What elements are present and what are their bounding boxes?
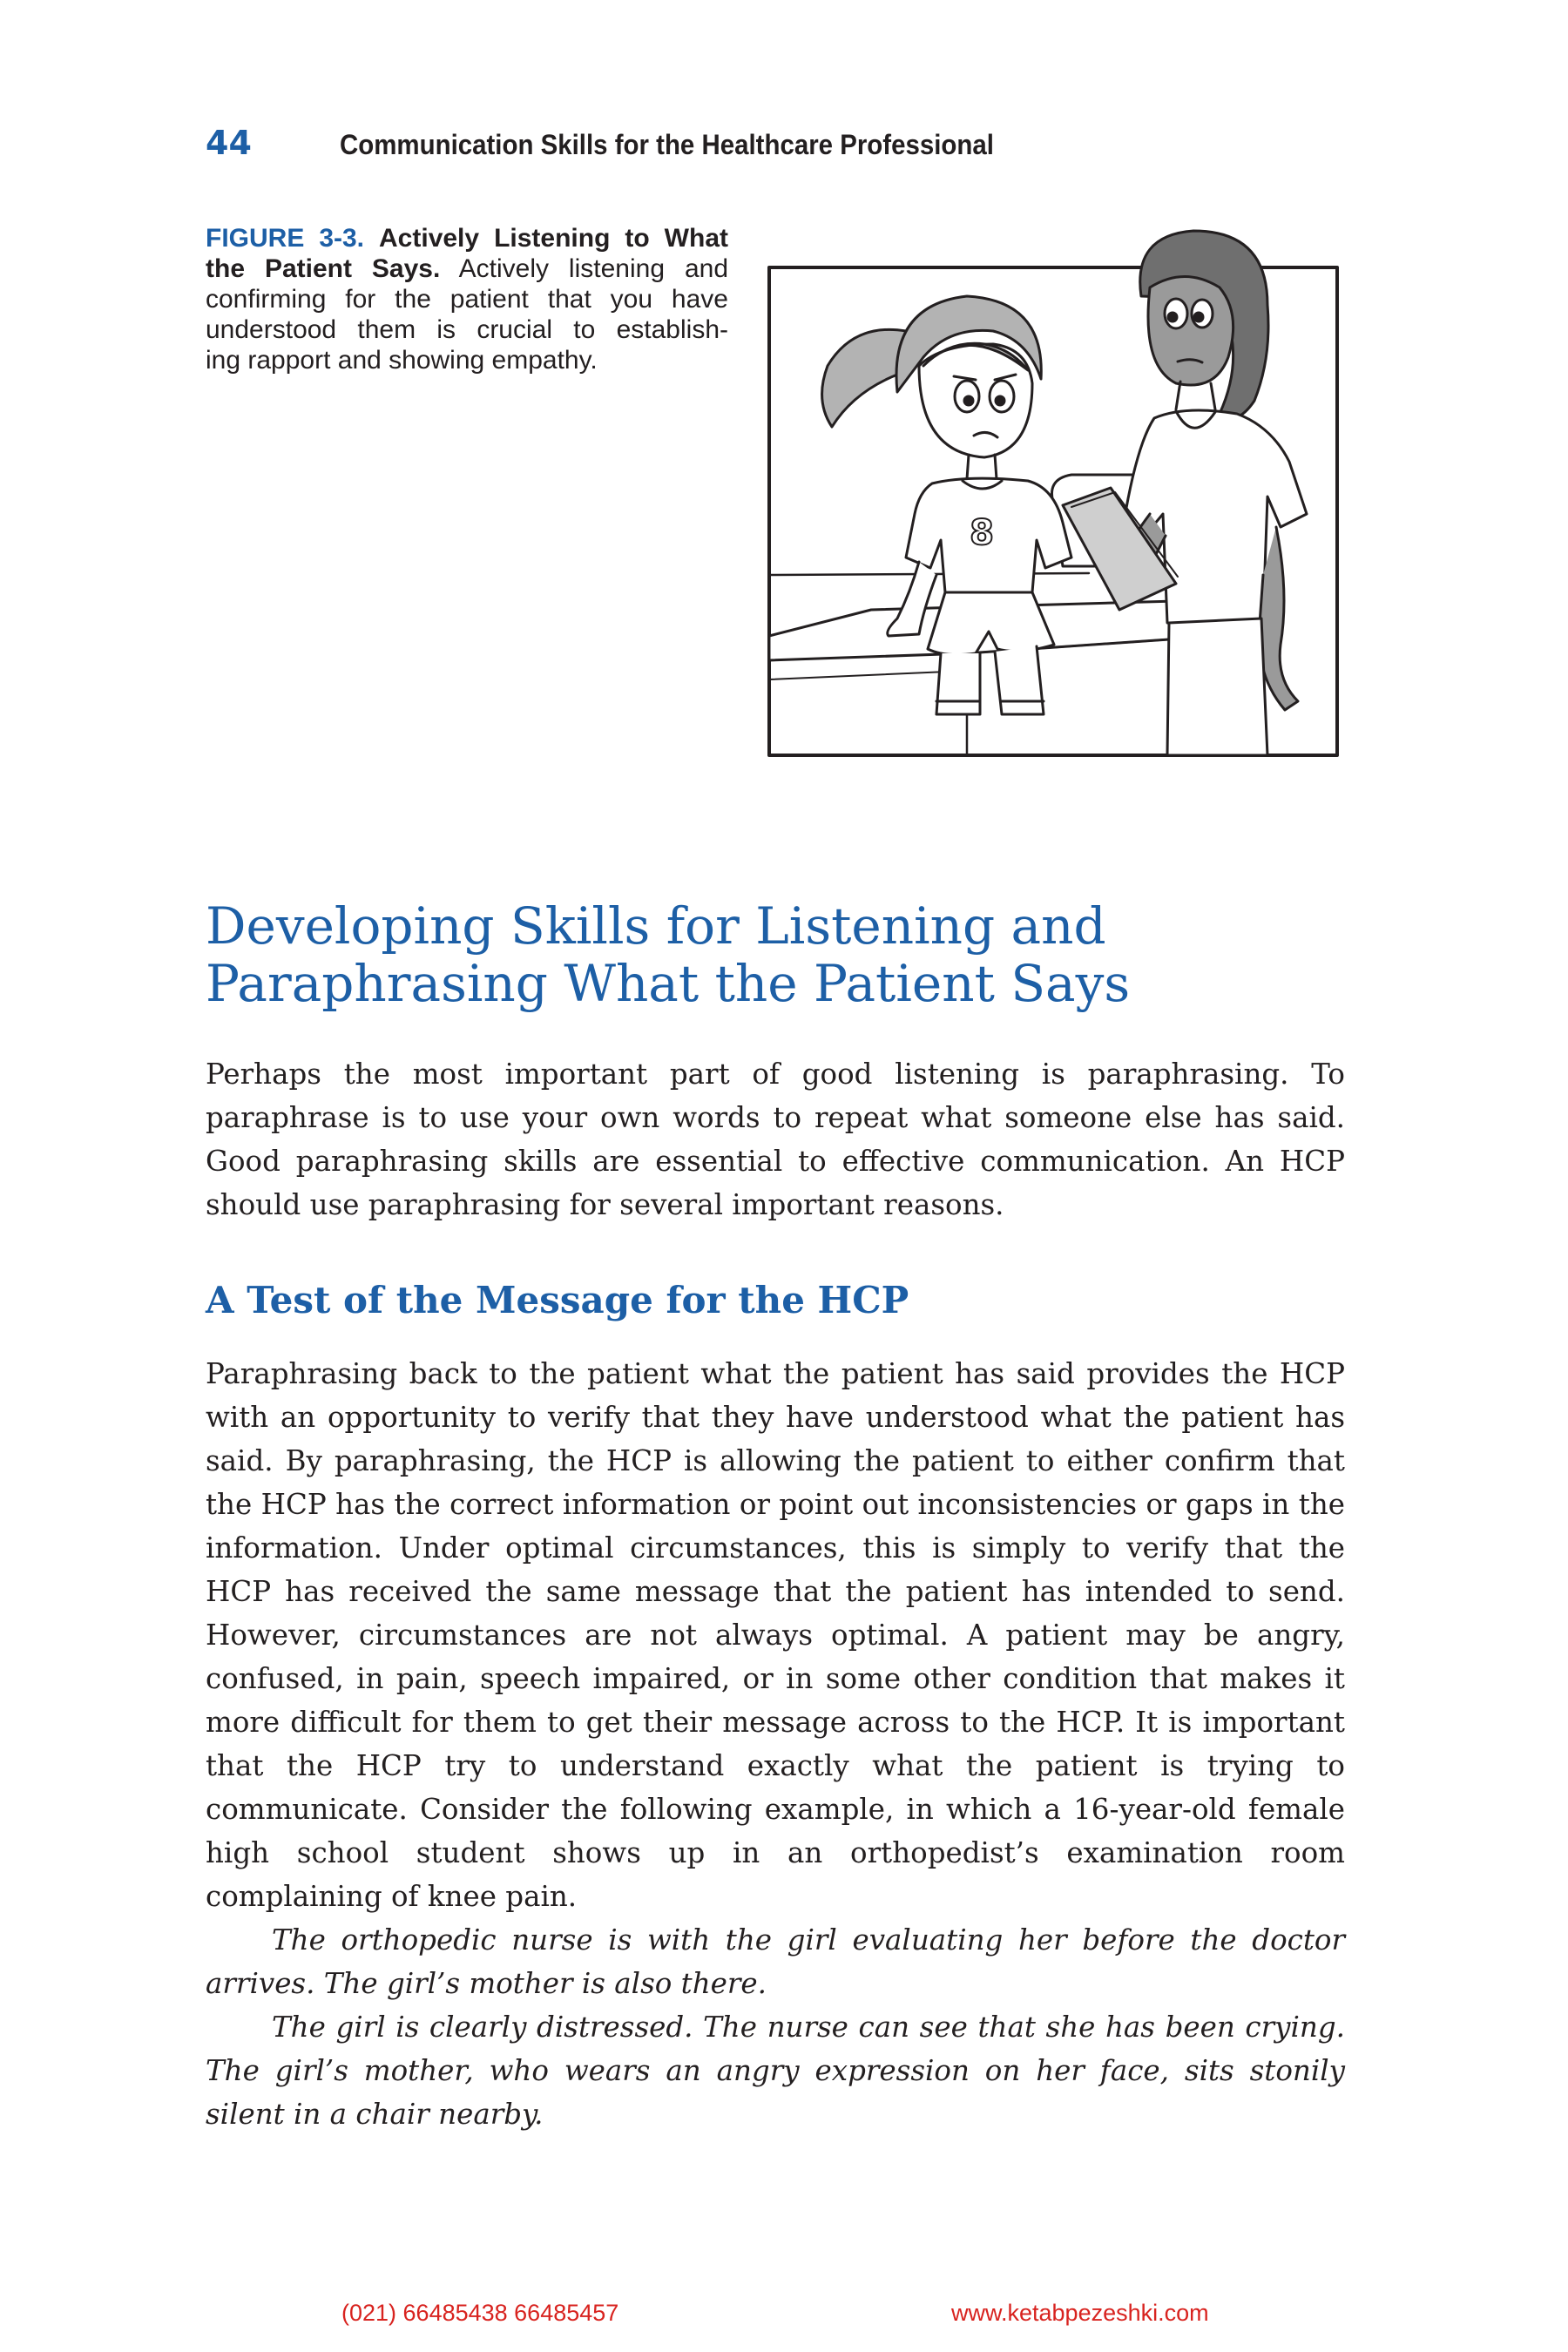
body-paragraph: Paraphrasing back to the patient what the patient has said provides the HCP with an opportunity to verify that they have understood what the patient has said. By paraphrasing, the HCP is allowing the patient to either confirm that the HCP has the correct information or point out inconsistencies or gaps in the information. Under optimal circumstances, this is simply to verify that the HCP has received the same message that the patient has intended to send. However, circumstances are not always optimal. A patient may be angry, confused, in pain, speech impaired, or in some other condition that makes it more difficult for them to get their message across to the HCP. It is important that the HCP try to understand exactly what the patient is trying to communicate. Consider the following example, in which a 16-year-old female high school student shows up in an orthopedist’s examination room complaining of knee pain. xyxy=(206,1357,1345,1913)
caption-title-line-2 xyxy=(206,253,728,284)
section-intro-block xyxy=(206,1052,1345,1227)
figure-label: FIGURE 3-3. xyxy=(206,224,365,253)
footer-website[interactable]: www.ketabpezeshki.com xyxy=(951,2300,1209,2326)
caption-text-line-3: understood them is crucial to establish- xyxy=(206,315,728,344)
italic-paragraph-1: The orthopedic nurse is with the girl evaluating her before the doctor arrives. The girl’s mother is also there. xyxy=(206,1923,1345,2000)
caption-title-line-1 xyxy=(206,223,728,253)
footer-phone: (021) 66485438 66485457 xyxy=(341,2300,619,2326)
figure-title-part2: the Patient Says. xyxy=(206,254,441,283)
figure-illustration xyxy=(767,226,1342,767)
italic-paragraph-2: The girl is clearly distressed. The nurse can see that she has been crying. The girl’s mother, who wears an angry expression on her face, sits stonily silent in a chair nearby. xyxy=(206,2011,1345,2131)
subsection-body xyxy=(206,1352,1345,2136)
figure-caption xyxy=(206,223,728,375)
page-number: 44 xyxy=(206,124,252,162)
intro-paragraph: Perhaps the most important part of good listening is paraphrasing. To paraphrase is to use your own words to repeat what someone else has said. Good paraphrasing skills are essential to effective communication. An HCP should use paraphrasing for several important reasons. xyxy=(206,1058,1345,1221)
subsection-heading: A Test of the Message for the HCP xyxy=(206,1279,909,1321)
section-heading-line-1: Developing Skills for Listening and xyxy=(206,896,1106,956)
caption-text-line-1: Actively listening and xyxy=(458,254,729,283)
caption-text-line-4: ing rapport and showing empathy. xyxy=(206,346,598,375)
section-heading xyxy=(206,897,1425,1012)
figure-title-part1: Actively Listening to What xyxy=(379,224,728,253)
running-title: Communication Skills for the Healthcare Professional xyxy=(340,129,994,160)
caption-text-line-2: confirming for the patient that you have xyxy=(206,285,728,314)
jersey-number: 8 xyxy=(970,513,994,553)
section-heading-line-2: Paraphrasing What the Patient Says xyxy=(206,954,1131,1013)
